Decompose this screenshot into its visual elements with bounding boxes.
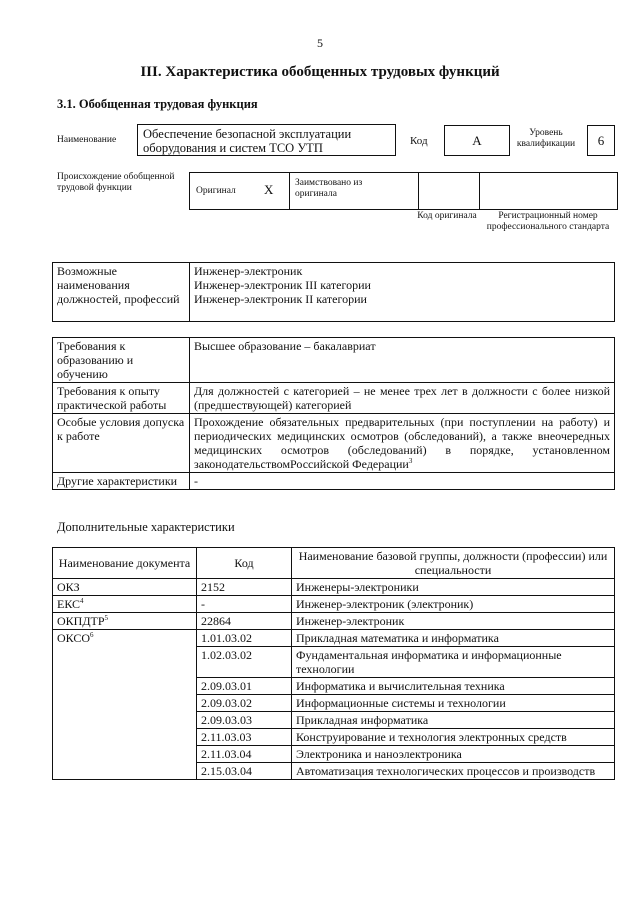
requirements-table: [52, 337, 615, 490]
requirement-value: Прохождение обязательных предварительных (при поступлении на работу) и периодических медицинских осмотров (обследований), а также внеочередных медицинских осмотров (обследований) в порядке, установленном законодательствомРоссийской Федерации$^3$: [190, 414, 615, 473]
name-label: Наименование: [57, 135, 117, 145]
code-cell: 2.09.03.01: [197, 678, 292, 695]
table-row: [53, 630, 615, 647]
name-cell: Прикладная информатика: [292, 712, 615, 729]
name-cell: Инженеры-электроники: [292, 579, 615, 596]
requirement-value: Для должностей с категорией – не менее трех лет в должности с более низкой (предшествующей) категорией: [190, 383, 615, 414]
position-item: Инженер-электроник II категории: [194, 292, 367, 306]
additional-table: [52, 547, 615, 780]
code-cell: -: [197, 596, 292, 613]
table-row: [53, 596, 615, 613]
level-label: Уровень квалификации: [516, 128, 576, 149]
column-header: Код: [197, 548, 292, 579]
original-mark: X: [264, 182, 274, 197]
subsection-title: 3.1. Обобщенная трудовая функция: [57, 97, 258, 111]
code-cell: 2.11.03.03: [197, 729, 292, 746]
requirement-label: Другие характеристики: [53, 473, 190, 490]
page-number: 5: [317, 36, 323, 50]
code-original-label: Код оригинала: [417, 211, 477, 221]
requirement-label: Требования к опыту практической работы: [53, 383, 190, 414]
code-cell: 2.09.03.03: [197, 712, 292, 729]
requirement-value: -: [190, 473, 615, 490]
code-cell: 2.15.03.04: [197, 763, 292, 780]
column-header: Наименование документа: [53, 548, 197, 579]
doc-cell: ОКПДТР$^5$: [53, 613, 197, 630]
level-value: 6: [587, 125, 615, 156]
doc-cell: ЕКС$^4$: [53, 596, 197, 613]
requirement-label: Требования к образованию и обучению: [53, 338, 190, 383]
doc-cell: ОКЗ: [53, 579, 197, 596]
name-cell: Электроника и наноэлектроника: [292, 746, 615, 763]
code-cell: 2.09.03.02: [197, 695, 292, 712]
name-cell: Автоматизация технологических процессов и производств: [292, 763, 615, 780]
column-header: Наименование базовой группы, должности (профессии) или специальности: [292, 548, 615, 579]
additional-title: Дополнительные характеристики: [57, 520, 235, 534]
original-label: Оригинал: [196, 186, 236, 196]
code-cell: 2.11.03.04: [197, 746, 292, 763]
borrowed-label: Заимствовано из оригинала: [295, 178, 363, 199]
footnote-mark: 3: [408, 457, 413, 465]
requirement-label: Особые условия допуска к работе: [53, 414, 190, 473]
code-cell: 1.01.03.02: [197, 630, 292, 647]
divider: [289, 173, 290, 209]
table-row: [53, 579, 615, 596]
divider: [418, 173, 419, 209]
positions-table: [52, 262, 615, 322]
origin-label: Происхождение обобщенной трудовой функции: [57, 172, 175, 193]
name-cell: Инженер-электроник (электроник): [292, 596, 615, 613]
position-item: Инженер-электроник: [194, 264, 303, 278]
origin-box: [189, 172, 618, 210]
position-item: Инженер-электроник III категории: [194, 278, 371, 292]
name-cell: Инженер-электроник: [292, 613, 615, 630]
section-title: III. Характеристика обобщенных трудовых функций: [140, 64, 500, 80]
name-cell: Прикладная математика и информатика: [292, 630, 615, 647]
positions-label: Возможные наименования должностей, профессий: [53, 263, 190, 322]
doc-cell: ОКСО$^6$: [53, 630, 197, 780]
name-cell: Информатика и вычислительная техника: [292, 678, 615, 695]
requirement-value: Высшее образование – бакалавриат: [190, 338, 615, 383]
code-cell: 1.02.03.02: [197, 647, 292, 678]
code-label: Код: [410, 135, 428, 147]
code-cell: 22864: [197, 613, 292, 630]
name-cell: Конструирование и технология электронных средств: [292, 729, 615, 746]
divider: [479, 173, 480, 209]
name-cell: Фундаментальная информатика и информационные технологии: [292, 647, 615, 678]
positions-list: [190, 263, 615, 322]
code-value: А: [444, 125, 510, 156]
code-cell: 2152: [197, 579, 292, 596]
reg-number-label: Регистрационный номер профессионального стандарта: [486, 211, 610, 232]
name-value: Обеспечение безопасной эксплуатации оборудования и систем ТСО УТП: [137, 124, 396, 156]
table-row: [53, 613, 615, 630]
name-cell: Информационные системы и технологии: [292, 695, 615, 712]
